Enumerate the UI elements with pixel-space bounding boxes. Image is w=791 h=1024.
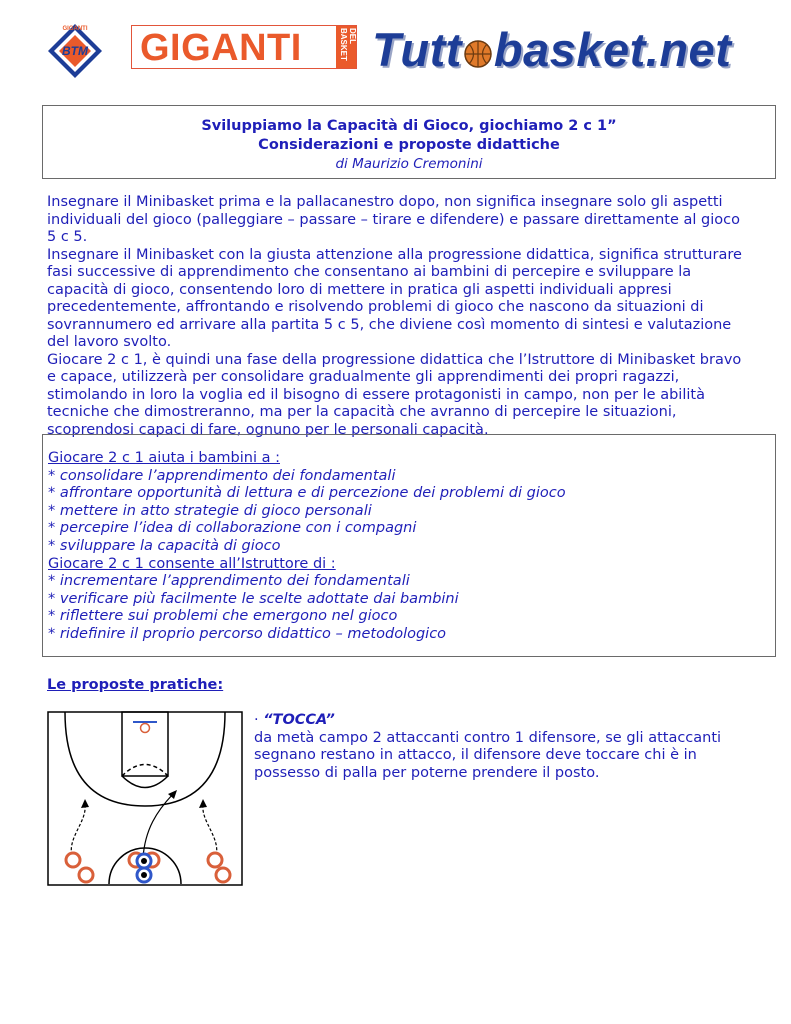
attacker-icon [216,868,230,882]
basketball-icon [463,39,493,69]
attacker-icon [208,853,222,867]
ball-icon [141,858,147,864]
drill-name: “TOCCA” [263,712,335,728]
document-author: di Maurizio Cremonini [335,156,483,172]
attacker-icon [66,853,80,867]
objectives-heading-instructor: Giocare 2 c 1 consente all’Istruttore di : [48,555,336,572]
giganti-logo-side [336,26,356,68]
document-subtitle: Considerazioni e proposte didattiche [258,137,560,153]
list-item: * incrementare l’apprendimento dei fondamentali [48,573,410,590]
list-item: * verificare più facilmente le scelte adottate dai bambini [48,590,459,607]
tuttobasket-logo-part2: basket.net [493,23,732,76]
tuttobasket-logo-part1: Tutt [372,23,462,76]
btm-logo-initials: BTM [62,44,88,58]
intro-paragraph: Insegnare il Minibasket con la giusta attenzione alla progressione didattica, significa strutturare fasi successive di apprendimento che consentano ai bambini di percepire e sviluppare la capacità di gioco, consentendo loro di mettere in pratica gli aspetti individuali appresi precedentemente, affrontando e risolvendo problemi di gioco che nascono da situazioni di sovrannumero ed arrivare alla partita 5 c 5, che diviene così momento di sintesi e valutazione del lavoro svolto. [47,246,742,350]
court-diagram [47,711,243,886]
document-title: Sviluppiamo la Capacità di Gioco, giochiamo 2 c 1” [201,118,617,134]
ball-icon [141,872,147,878]
drill-text: da metà campo 2 attaccanti contro 1 difensore, se gli attaccanti segnano restano in attacco, il difensore deve toccare chi è in possesso di palla per poterne prendere il posto. [254,729,722,781]
objectives-list-children [48,468,775,556]
list-item: * affrontare opportunità di lettura e di percezione dei problemi di gioco [48,485,566,502]
title-box [42,105,776,179]
intro-paragraph: Giocare 2 c 1, è quindi una fase della progressione didattica che l’Istruttore di Minibasket bravo e capace, utilizzerà per consolidare gradualmente gli apprendimenti dei propri ragazzi, stimolando in loro la voglia ed il bisogno di essere protagonisti in campo, non per le abilità tecniche che dimostreranno, ma per la capacità che avranno di percepire le situazioni, scoprendosi capaci di fare, ognuno per le personali capacità. [47,351,742,438]
giganti-logo-side-text: DEL BASKET [339,28,357,61]
drill-bullet: · [254,712,259,728]
page-header [0,0,791,100]
attacker-icon [79,868,93,882]
list-item: * ridefinire il proprio percorso didattico – metodologico [48,625,447,642]
objectives-box [42,434,776,657]
objectives-list-instructor [48,573,775,643]
list-item: * percepire l’idea di collaborazione con i compagni [48,520,417,537]
objectives-heading-children: Giocare 2 c 1 aiuta i bambini a : [48,450,280,466]
tuttobasket-logo [372,22,731,78]
btm-logo [44,22,106,80]
intro-paragraph: Insegnare il Minibasket prima e la pallacanestro dopo, non significa insegnare solo gli aspetti individuali del gioco (palleggiare – passare – tirare e difendere) e passare direttamente al gioco 5 c 5. [47,194,740,245]
list-item: * consolidare l’apprendimento dei fondamentali [48,467,396,484]
giganti-logo [131,25,357,69]
drill-description [254,712,754,782]
intro-text [47,194,747,439]
giganti-logo-word: GIGANTI [140,27,302,69]
list-item: * sviluppare la capacità di gioco [48,537,281,554]
list-item: * riflettere sui problemi che emergono nel gioco [48,608,398,625]
section-heading-proposte: Le proposte pratiche: [47,677,224,693]
list-item: * mettere in atto strategie di gioco personali [48,502,372,519]
btm-logo-top-text: GIGANTI [62,26,88,32]
